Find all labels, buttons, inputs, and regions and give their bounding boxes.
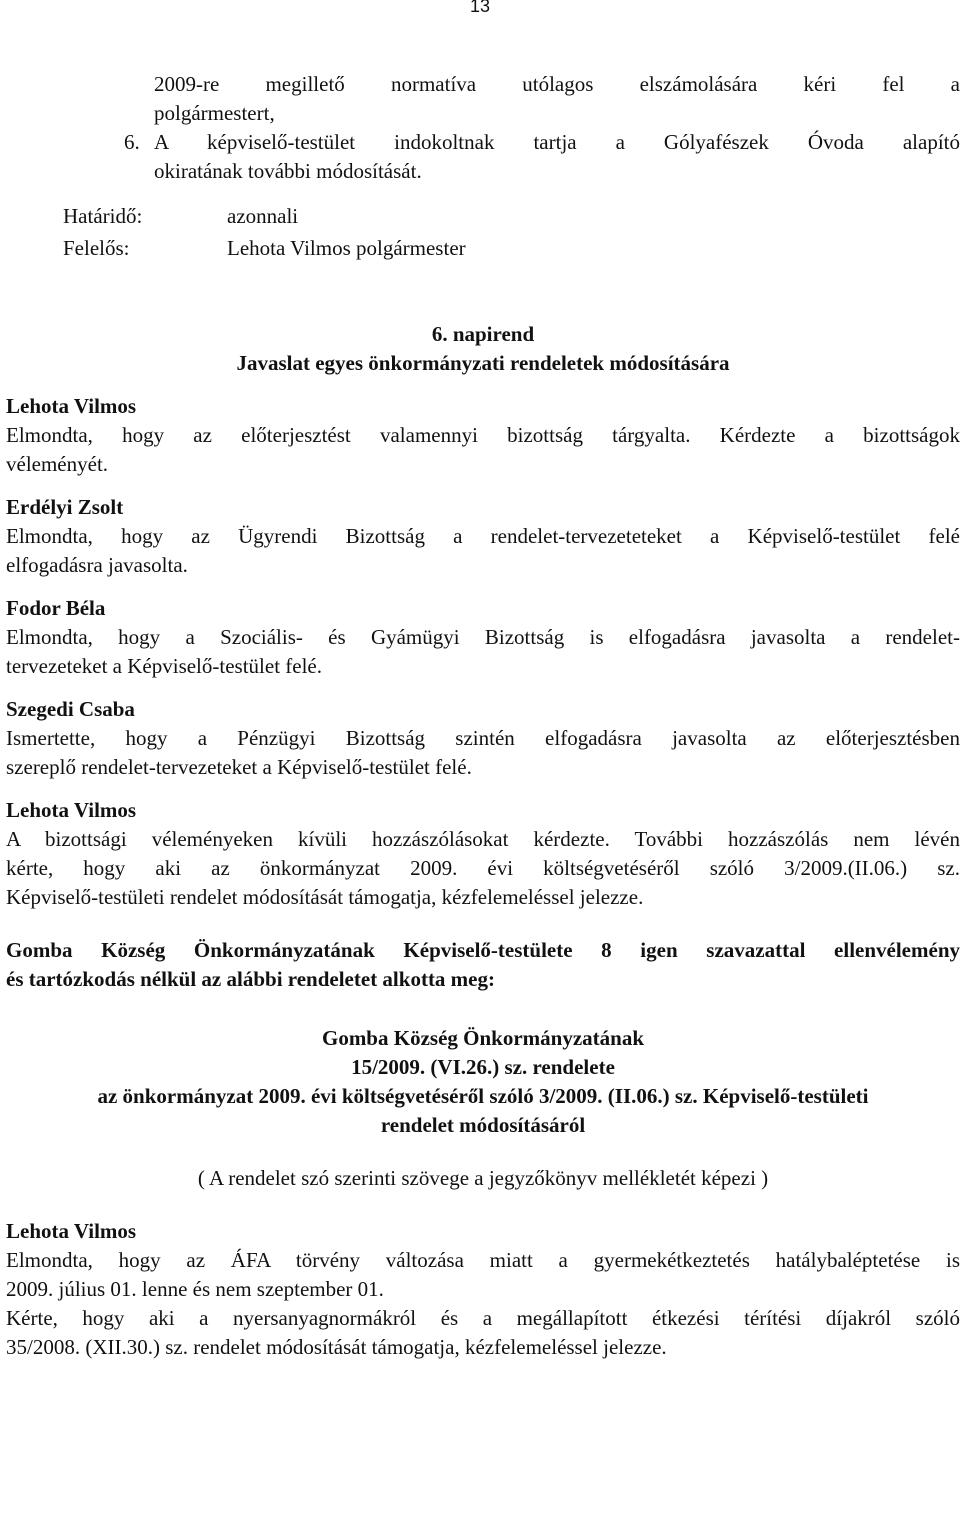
resolution-text	[6, 936, 960, 994]
responsible-row	[6, 234, 960, 266]
speaker-name: Lehota Vilmos	[6, 798, 137, 822]
deadline-value: azonnali	[227, 204, 299, 228]
speech-line: Képviselő-testületi rendelet módosítását támogatja, kézfelemeléssel jelezze.	[6, 885, 644, 909]
speech-text	[6, 623, 960, 681]
speech-line: Elmondta, hogy az Ügyrendi Bizottság a rendelet-tervezeteteket a Képviselő-testület felé	[6, 524, 960, 548]
deadline-responsible-block	[6, 202, 960, 266]
agenda-number: 6. napirend	[431, 322, 535, 346]
speech-block	[6, 796, 960, 912]
list-item-6-line-2: okiratának további módosítását.	[154, 159, 422, 183]
deadline-row	[6, 202, 960, 234]
speech-line: Kérte, hogy aki a nyersanyagnormákról és a megállapított étkezési térítési díjakról szóló	[6, 1306, 960, 1330]
responsible-label: Felelős:	[63, 236, 130, 260]
speech-block	[6, 594, 960, 681]
speech-line: 2009. július 01. lenne és nem szeptember 01.	[6, 1277, 384, 1301]
speech-text	[6, 825, 960, 912]
decree-title-line: Gomba Község Önkormányzatának	[321, 1026, 644, 1050]
speech-block	[6, 1217, 960, 1362]
speech-block	[6, 392, 960, 479]
responsible-value: Lehota Vilmos polgármester	[227, 236, 466, 260]
speaker-name: Fodor Béla	[6, 596, 106, 620]
speech-block	[6, 493, 960, 580]
speech-text	[6, 421, 960, 479]
speech-text	[6, 1246, 960, 1362]
decree-title	[6, 1024, 960, 1140]
speech-line: elfogadásra javasolta.	[6, 553, 188, 577]
decree-title-line: 15/2009. (VI.26.) sz. rendelete	[351, 1055, 615, 1079]
speech-block	[6, 695, 960, 782]
list-item-6-number: 6.	[124, 130, 140, 154]
list-item-5-line-1: 2009-re megillető normatíva utólagos elszámolására kéri fel a	[154, 72, 960, 96]
speech-text	[6, 724, 960, 782]
agenda-title: Javaslat egyes önkormányzati rendeletek módosítására	[236, 351, 730, 375]
speech-text	[6, 522, 960, 580]
speech-line: 35/2008. (XII.30.) sz. rendelet módosítását támogatja, kézfelemeléssel jelezze.	[6, 1335, 667, 1359]
speech-line: véleményét.	[6, 452, 109, 476]
document-body	[6, 70, 960, 1362]
decree-title-line: rendelet módosításáról	[380, 1113, 586, 1137]
numbered-list	[6, 70, 960, 186]
list-item-6-text: A képviselő-testület indokoltnak tartja a Gólyafészek Óvoda alapító	[154, 130, 960, 154]
decree-note: ( A rendelet szó szerinti szövege a jegyzőkönyv mellékletét képezi )	[197, 1166, 769, 1190]
speech-line: Elmondta, hogy az előterjesztést valamennyi bizottság tárgyalta. Kérdezte a bizottságok	[6, 423, 960, 447]
speaker-name: Lehota Vilmos	[6, 394, 137, 418]
speech-line: Ismertette, hogy a Pénzügyi Bizottság szintén elfogadásra javasolta az előterjesztésben	[6, 726, 960, 750]
list-item-6-line-1	[124, 128, 960, 157]
speaker-name: Szegedi Csaba	[6, 697, 135, 721]
deadline-label: Határidő:	[63, 204, 143, 228]
speech-line: A bizottsági véleményeken kívüli hozzászólásokat kérdezte. További hozzászólás nem lévén	[6, 827, 960, 851]
speech-line: tervezeteket a Képviselő-testület felé.	[6, 654, 323, 678]
speech-line: kérte, hogy aki az önkormányzat 2009. évi költségvetéséről szóló 3/2009.(II.06.) sz.	[6, 856, 960, 880]
speech-line: Elmondta, hogy a Szociális- és Gyámügyi Bizottság is elfogadásra javasolta a rendelet-	[6, 625, 960, 649]
page-number: 13	[469, 0, 491, 16]
decree-title-line: az önkormányzat 2009. évi költségvetéséről szóló 3/2009. (II.06.) sz. Képviselő-testületi	[97, 1084, 869, 1108]
speech-line: Elmondta, hogy az ÁFA törvény változása miatt a gyermekétkeztetés hatálybaléptetése is	[6, 1248, 960, 1272]
speaker-name: Erdélyi Zsolt	[6, 495, 124, 519]
resolution-line: és tartózkodás nélkül az alábbi rendeletet alkotta meg:	[6, 967, 495, 991]
speaker-name: Lehota Vilmos	[6, 1219, 137, 1243]
resolution-line: Gomba Község Önkormányzatának Képviselő-testülete 8 igen szavazattal ellenvélemény	[6, 938, 960, 962]
speech-line: szereplő rendelet-tervezeteket a Képviselő-testület felé.	[6, 755, 472, 779]
list-item-5-line-2: polgármestert,	[154, 101, 275, 125]
